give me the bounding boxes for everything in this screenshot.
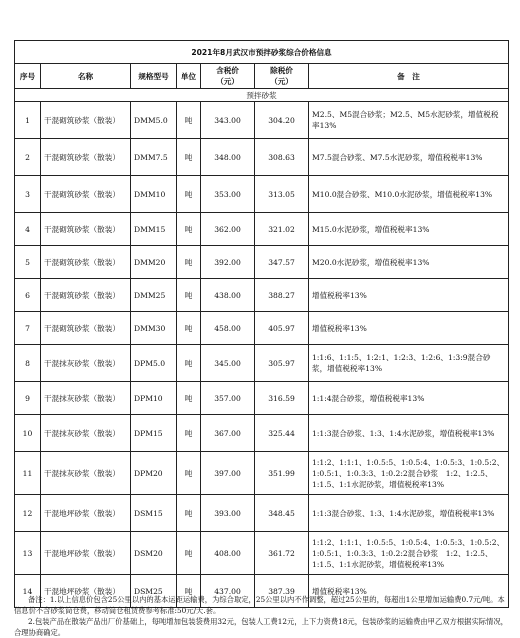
row-remark: M7.5混合砂浆、M7.5水泥砂浆，增值税税率13%	[309, 139, 509, 176]
row-number: 4	[15, 213, 41, 246]
row-number: 13	[15, 532, 41, 575]
row-price-notax: 325.44	[255, 415, 309, 452]
row-remark: 1:1:3混合砂浆、1:3、1:4水泥砂浆，增值税税率13%	[309, 415, 509, 452]
row-price-notax: 387.39	[255, 575, 309, 608]
row-unit: 吨	[177, 452, 201, 495]
footer-notes	[14, 594, 508, 638]
row-number: 2	[15, 139, 41, 176]
row-unit: 吨	[177, 495, 201, 532]
row-spec: DMM20	[131, 246, 177, 279]
row-price-tax: 357.00	[201, 382, 255, 415]
row-price-tax: 393.00	[201, 495, 255, 532]
table-row	[15, 139, 509, 176]
row-price-notax: 351.99	[255, 452, 309, 495]
row-name: 干混抹灰砂浆（散装）	[41, 382, 131, 415]
row-price-tax: 362.00	[201, 213, 255, 246]
row-name: 干混砌筑砂浆（散装）	[41, 246, 131, 279]
row-unit: 吨	[177, 213, 201, 246]
header-unit: 单位	[177, 64, 201, 89]
row-remark: 增值税税率13%	[309, 575, 509, 608]
row-name: 干混地坪砂浆（散装）	[41, 575, 131, 608]
header-name: 名称	[41, 64, 131, 89]
row-price-tax: 367.00	[201, 415, 255, 452]
row-unit: 吨	[177, 532, 201, 575]
row-price-notax: 347.57	[255, 246, 309, 279]
row-spec: DPM15	[131, 415, 177, 452]
section-row	[15, 89, 509, 102]
row-price-notax: 348.45	[255, 495, 309, 532]
row-remark: M20.0水泥砂浆，增值税税率13%	[309, 246, 509, 279]
row-price-notax: 316.59	[255, 382, 309, 415]
header-spec: 规格型号	[131, 64, 177, 89]
row-price-tax: 397.00	[201, 452, 255, 495]
document-title: 2021年8月武汉市预拌砂浆综合价格信息	[15, 41, 509, 64]
row-number: 3	[15, 176, 41, 213]
row-unit: 吨	[177, 102, 201, 139]
row-spec: DMM10	[131, 176, 177, 213]
row-price-tax: 345.00	[201, 345, 255, 382]
row-name: 干混地坪砂浆（散装）	[41, 495, 131, 532]
row-number: 1	[15, 102, 41, 139]
row-number: 9	[15, 382, 41, 415]
row-number: 11	[15, 452, 41, 495]
row-unit: 吨	[177, 575, 201, 608]
row-spec: DSM20	[131, 532, 177, 575]
row-remark: 增值税税率13%	[309, 312, 509, 345]
row-remark: M2.5、M5混合砂浆；M2.5、M5水泥砂浆，增值税税率13%	[309, 102, 509, 139]
row-unit: 吨	[177, 139, 201, 176]
row-spec: DMM7.5	[131, 139, 177, 176]
row-name: 干混砌筑砂浆（散装）	[41, 213, 131, 246]
row-price-tax: 437.00	[201, 575, 255, 608]
row-price-notax: 361.72	[255, 532, 309, 575]
row-spec: DMM25	[131, 279, 177, 312]
row-unit: 吨	[177, 176, 201, 213]
row-unit: 吨	[177, 415, 201, 452]
row-number: 10	[15, 415, 41, 452]
row-price-notax: 308.63	[255, 139, 309, 176]
footer-note-1: 备注：1.以上信息价包含25公里以内的基本运距运输费，为综合取定，25公里以内不作调整，超过25公里的，每超出1公里增加运输费0.7元/吨。本信息价不含砂浆筒仓费，移动筒仓租赁费参考标准:50元/天.套。	[14, 595, 505, 615]
table-row	[15, 495, 509, 532]
table-row	[15, 213, 509, 246]
row-spec: DPM5.0	[131, 345, 177, 382]
row-price-notax: 321.02	[255, 213, 309, 246]
table-row	[15, 452, 509, 495]
row-number: 14	[15, 575, 41, 608]
table-row	[15, 382, 509, 415]
row-remark: 1:1:6、1:1:5、1:2:1、1:2:3、1:2:6、1:3:9混合砂浆，增值税税率13%	[309, 345, 509, 382]
row-unit: 吨	[177, 312, 201, 345]
header-price-tax: 含税价 （元）	[201, 64, 255, 89]
row-spec: DMM5.0	[131, 102, 177, 139]
section-label: 预拌砂浆	[15, 89, 509, 102]
row-price-tax: 353.00	[201, 176, 255, 213]
row-price-notax: 304.20	[255, 102, 309, 139]
row-price-notax: 388.27	[255, 279, 309, 312]
price-table	[14, 40, 509, 608]
row-number: 8	[15, 345, 41, 382]
row-name: 干混砌筑砂浆（散装）	[41, 102, 131, 139]
title-row	[15, 41, 509, 64]
row-remark: M15.0水泥砂浆，增值税税率13%	[309, 213, 509, 246]
row-name: 干混砌筑砂浆（散装）	[41, 279, 131, 312]
row-price-tax: 458.00	[201, 312, 255, 345]
header-seq: 序号	[15, 64, 41, 89]
row-name: 干混砌筑砂浆（散装）	[41, 176, 131, 213]
row-price-notax: 313.05	[255, 176, 309, 213]
row-unit: 吨	[177, 382, 201, 415]
row-price-notax: 405.97	[255, 312, 309, 345]
table-row	[15, 102, 509, 139]
row-remark: 1:1:4混合砂浆，增值税税率13%	[309, 382, 509, 415]
table-row	[15, 532, 509, 575]
row-name: 干混抹灰砂浆（散装）	[41, 345, 131, 382]
row-remark: 1:1:2、1:1:1、1:0.5:5、1:0.5:4、1:0.5:3、1:0.5:2、1:0.5:1、1:0.3:3、1:0.2:2混合砂浆 1:2、1:2.5、1:1.5、1:1水泥砂浆，增值税税率13%	[309, 532, 509, 575]
row-spec: DSM25	[131, 575, 177, 608]
table-row	[15, 246, 509, 279]
row-name: 干混地坪砂浆（散装）	[41, 532, 131, 575]
row-price-notax: 305.97	[255, 345, 309, 382]
row-remark: 1:1:3混合砂浆、1:3、1:4水泥砂浆，增值税税率13%	[309, 495, 509, 532]
table-row	[15, 415, 509, 452]
header-remark: 备 注	[309, 64, 509, 89]
row-remark: 增值税税率13%	[309, 279, 509, 312]
table-row	[15, 312, 509, 345]
row-name: 干混砌筑砂浆（散装）	[41, 312, 131, 345]
table-row	[15, 345, 509, 382]
footer-note-2: 2.包装产品在散装产品出厂价基础上，每吨增加包装袋费用32元，包装人工费12元，上下力资费18元，包装砂浆的运输费由甲乙双方根据实际情况，合理协商确定。	[14, 617, 508, 637]
table-row	[15, 176, 509, 213]
table-row	[15, 279, 509, 312]
header-price-notax: 除税价 （元）	[255, 64, 309, 89]
row-spec: DMM15	[131, 213, 177, 246]
row-number: 5	[15, 246, 41, 279]
row-unit: 吨	[177, 345, 201, 382]
row-price-tax: 438.00	[201, 279, 255, 312]
row-spec: DPM20	[131, 452, 177, 495]
row-price-tax: 392.00	[201, 246, 255, 279]
row-name: 干混砌筑砂浆（散装）	[41, 139, 131, 176]
row-remark: 1:1:2、1:1:1、1:0.5:5、1:0.5:4、1:0.5:3、1:0.5:2、1:0.5:1、1:0.3:3、1:0.2:2混合砂浆 1:2、1:2.5、1:1.5、1:1水泥砂浆，增值税税率13%	[309, 452, 509, 495]
row-number: 6	[15, 279, 41, 312]
row-spec: DMM30	[131, 312, 177, 345]
row-price-tax: 408.00	[201, 532, 255, 575]
header-row	[15, 64, 509, 89]
row-spec: DPM10	[131, 382, 177, 415]
row-unit: 吨	[177, 279, 201, 312]
row-name: 干混抹灰砂浆（散装）	[41, 415, 131, 452]
row-price-tax: 343.00	[201, 102, 255, 139]
row-price-tax: 348.00	[201, 139, 255, 176]
row-name: 干混抹灰砂浆（散装）	[41, 452, 131, 495]
row-number: 12	[15, 495, 41, 532]
row-remark: M10.0混合砂浆、M10.0水泥砂浆，增值税税率13%	[309, 176, 509, 213]
row-unit: 吨	[177, 246, 201, 279]
row-spec: DSM15	[131, 495, 177, 532]
row-number: 7	[15, 312, 41, 345]
